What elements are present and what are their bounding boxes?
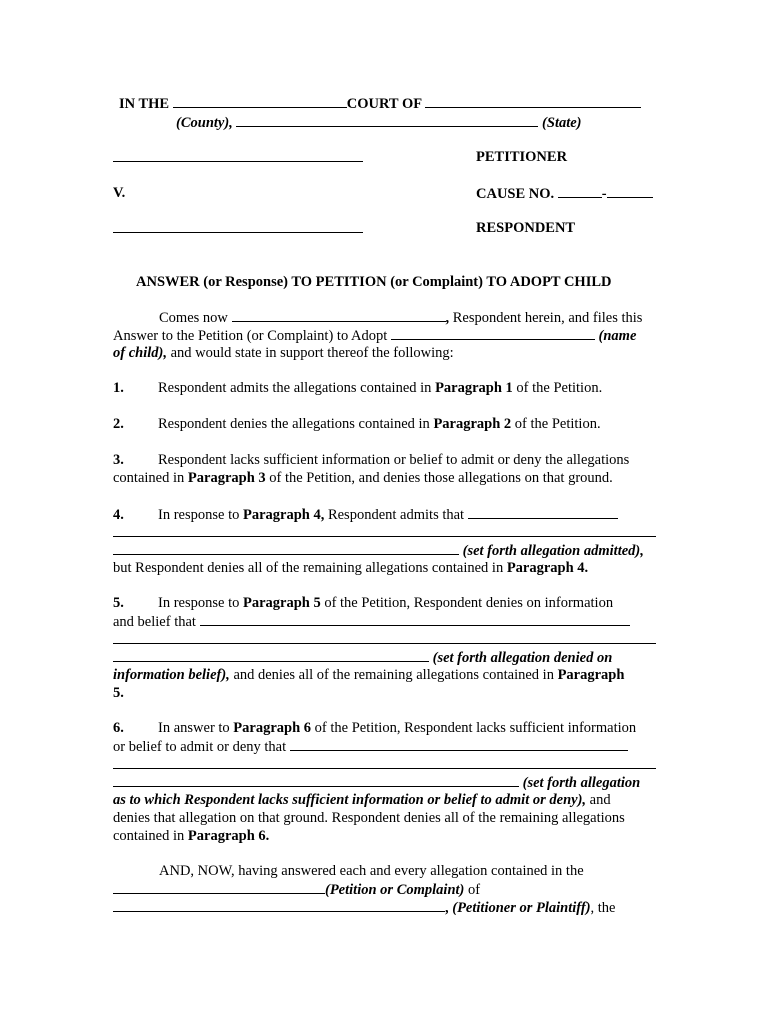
paragraph-5-line-4: (set forth allegation denied on	[113, 648, 612, 667]
paragraph-3-line-1: 3. Respondent lacks sufficient information or belief to admit or deny the allegations	[113, 452, 630, 468]
closing-line-2: (Petition or Complaint) of	[113, 880, 480, 899]
state-blank[interactable]	[236, 113, 538, 127]
paragraph-6-line-3	[113, 755, 656, 774]
paragraph-1: 1. Respondent admits the allegations contained in Paragraph 1 of the Petition.	[113, 380, 603, 396]
paragraph-6-line-1: 6. In answer to Paragraph 6 of the Petition, Respondent lacks sufficient information	[113, 720, 637, 736]
paragraph-6-line-6: denies that allegation on that ground. Respondent denies all of the remaining allegations	[113, 810, 625, 826]
cause-number: CAUSE NO. -	[476, 184, 653, 203]
petitioner-field[interactable]	[113, 898, 445, 912]
denied-allegation-field-3[interactable]	[113, 648, 429, 662]
respondent-name-blank[interactable]	[113, 219, 363, 233]
paragraph-4-line-4: but Respondent denies all of the remaining allegations contained in Paragraph 4.	[113, 560, 589, 576]
intro-line-3: of child), and would state in support thereof the following:	[113, 345, 454, 361]
respondent-name-field[interactable]	[232, 308, 446, 322]
paragraph-4-line-2	[113, 523, 656, 542]
county-court-blank[interactable]	[425, 94, 641, 108]
cause-no-blank-1[interactable]	[558, 184, 602, 198]
court-blank[interactable]	[173, 94, 347, 108]
versus-label: V.	[113, 185, 126, 201]
paragraph-5-line-1: 5. In response to Paragraph 5 of the Petition, Respondent denies on information	[113, 595, 614, 611]
insufficient-info-field-2[interactable]	[113, 755, 656, 769]
paragraph-5-line-6: 5.	[113, 685, 124, 701]
closing-line-3: , (Petitioner or Plaintiff), the	[113, 898, 616, 917]
paragraph-6-line-7: contained in Paragraph 6.	[113, 828, 270, 844]
caption-line-2: (County), (State)	[176, 115, 582, 131]
admitted-allegation-field-2[interactable]	[113, 523, 656, 537]
insufficient-info-field-3[interactable]	[113, 773, 519, 787]
paragraph-4-line-3: (set forth allegation admitted),	[113, 541, 644, 560]
respondent-label: RESPONDENT	[476, 220, 576, 236]
pleading-type-field[interactable]	[113, 880, 325, 894]
closing-line-1: AND, NOW, having answered each and every allegation contained in the	[159, 863, 584, 879]
child-name-field[interactable]	[391, 326, 595, 340]
document-title: ANSWER (or Response) TO PETITION (or Complaint) TO ADOPT CHILD	[136, 274, 612, 290]
cause-no-blank-2[interactable]	[607, 184, 653, 198]
petitioner-name-blank[interactable]	[113, 148, 363, 162]
paragraph-6-line-2: or belief to admit or deny that	[113, 737, 628, 756]
petitioner-label: PETITIONER	[476, 149, 568, 165]
paragraph-6-line-4: (set forth allegation	[113, 773, 640, 792]
denied-allegation-field-2[interactable]	[113, 630, 656, 644]
caption-line-1: IN THE COURT OF	[119, 94, 641, 113]
paragraph-6-line-5: as to which Respondent lacks sufficient information or belief to admit or deny), and	[113, 792, 611, 808]
intro-line-1: Comes now , Respondent herein, and files this	[159, 310, 643, 326]
paragraph-5-line-3	[113, 630, 656, 649]
paragraph-2: 2. Respondent denies the allegations contained in Paragraph 2 of the Petition.	[113, 416, 601, 432]
paragraph-3-line-2: contained in Paragraph 3 of the Petition, and denies those allegations on that ground.	[113, 470, 613, 486]
paragraph-5-line-5: information belief), and denies all of the remaining allegations contained in Paragraph	[113, 667, 625, 683]
respondent-name-line	[113, 219, 363, 238]
intro-line-2: Answer to the Petition (or Complaint) to Adopt (name	[113, 328, 637, 344]
paragraph-4-line-1: 4. In response to Paragraph 4, Respondent admits that	[113, 505, 618, 524]
petitioner-name-line	[113, 148, 363, 167]
admitted-allegation-field-1[interactable]	[468, 505, 618, 519]
paragraph-5-line-2: and belief that	[113, 612, 630, 631]
insufficient-info-field-1[interactable]	[290, 737, 628, 751]
admitted-allegation-field-3[interactable]	[113, 541, 459, 555]
denied-allegation-field-1[interactable]	[200, 612, 630, 626]
